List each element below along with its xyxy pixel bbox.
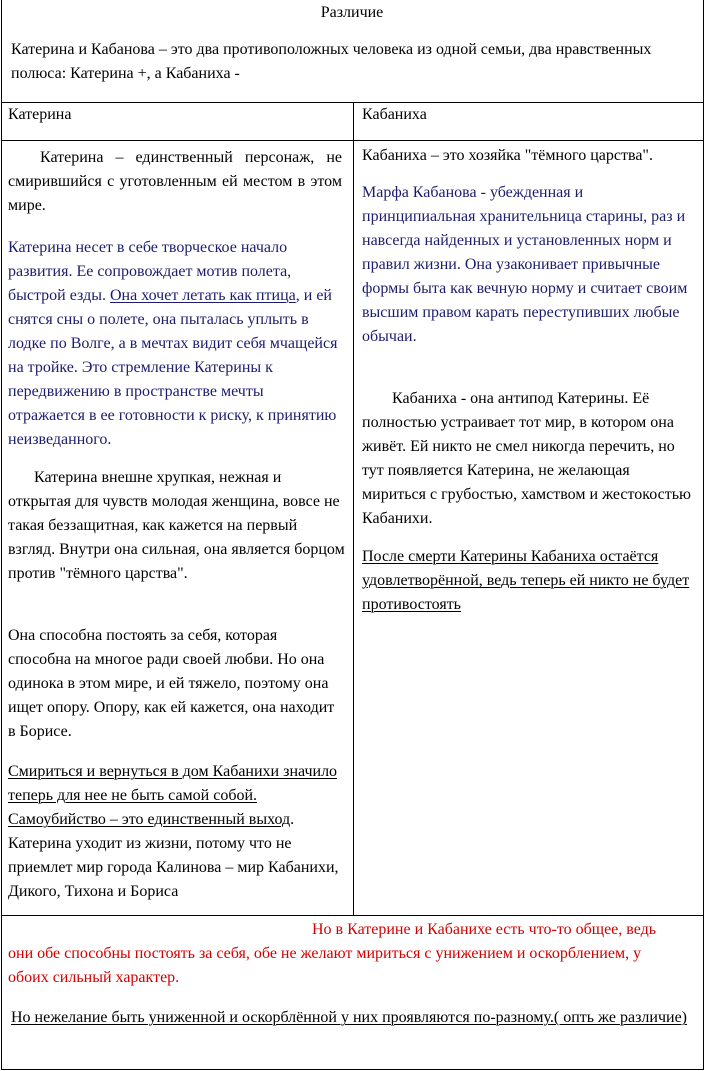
column-heading-divider — [1, 140, 703, 141]
page-title: Различие — [320, 4, 384, 21]
difference-text: Но нежелание быть униженной и оскорблённой у них проявляются по-разному.( опть же различие) — [11, 1009, 687, 1026]
left-column-heading: Катерина — [8, 106, 72, 123]
kabanikha-paragraph-4: После смерти Катерины Кабаниха остаётся удовлетворённой, ведь теперь ей никто не будет противостоять — [362, 548, 690, 613]
katerina-p5-text: . Катерина уходит из жизни, потому что не приемлет мир города Калинова – мир Кабанихи, Дикого, Тихона и Бориса — [8, 811, 339, 900]
katerina-paragraph-5 — [8, 760, 348, 904]
katerina-paragraph-3: Катерина внешне хрупкая, нежная и открытая для чувств молодая женщина, вовсе не такая беззащитная, как кажется на первый взгляд. Внутри она сильная, она является борцом против "тёмного царства". — [8, 469, 345, 582]
katerina-paragraph-4: Она способна постоять за себя, которая способна на многое ради своей любви. Но она одинока в этом мире, и ей тяжело, поэтому она ищет опору. Опору, как ей кажется, она находит в Борисе. — [8, 627, 335, 740]
katerina-p5-underlined: Смириться и вернуться в дом Кабанихи значило теперь для нее не быть самой собой. Самоубийство – это единственный выход — [8, 763, 338, 828]
katerina-paragraph-2 — [8, 236, 342, 452]
kabanikha-paragraph-1: Кабаниха – это хозяйка "тёмного царства". — [362, 147, 653, 164]
kabanikha-paragraph-2: Марфа Кабанова - убежденная и принципиальная хранительница старины, раз и навсегда найденных и установленных норм и правил жизни. Она узаконивает привычные формы быта как вечную норму и считает своим высшим правом карать переступивших любые обычаи. — [362, 184, 688, 345]
katerina-p2-underlined: Она хочет летать как птица — [109, 287, 296, 304]
column-divider — [353, 102, 354, 915]
katerina-p2-text-a: Катерина несет в себе творческое начало развития. Ее сопровождает мотив полета, быстрой езды. — [8, 239, 292, 304]
right-column-heading: Кабаниха — [362, 106, 427, 123]
katerina-paragraph-1: Катерина – единственный персонаж, не смирившийся с уготовленным ей местом в этом мире. — [8, 149, 342, 214]
katerina-p2-text-b: , и ей снятся сны о полете, она пыталась уплыть в лодке по Волге, а в мечтах видит себя мчащейся на тройке. Это стремление Катерины к передвижению в пространстве мечты отражается в ее готовности к риску, к принятию неизведанного. — [8, 287, 338, 448]
intro-text: Катерина и Кабанова – это два противоположных человека из одной семьи, два нравственных полюса: Катерина +, а Кабаниха - — [11, 41, 652, 82]
footer-divider — [1, 915, 703, 916]
kabanikha-paragraph-3: Кабаниха - она антипод Катерины. Её полностью устраивает тот мир, в котором она живёт. Ей никто не смел никогда перечить, но тут появляется Катерина, не желающая мириться с грубостью, хамством и жестокостью Кабанихи. — [362, 390, 691, 527]
common-traits-text: Но в Катерине и Кабанихе есть что-то общее, ведь они обе способны постоять за себя, обе не желают мириться с унижением и оскорблением, у обоих сильный характер. — [8, 921, 657, 986]
